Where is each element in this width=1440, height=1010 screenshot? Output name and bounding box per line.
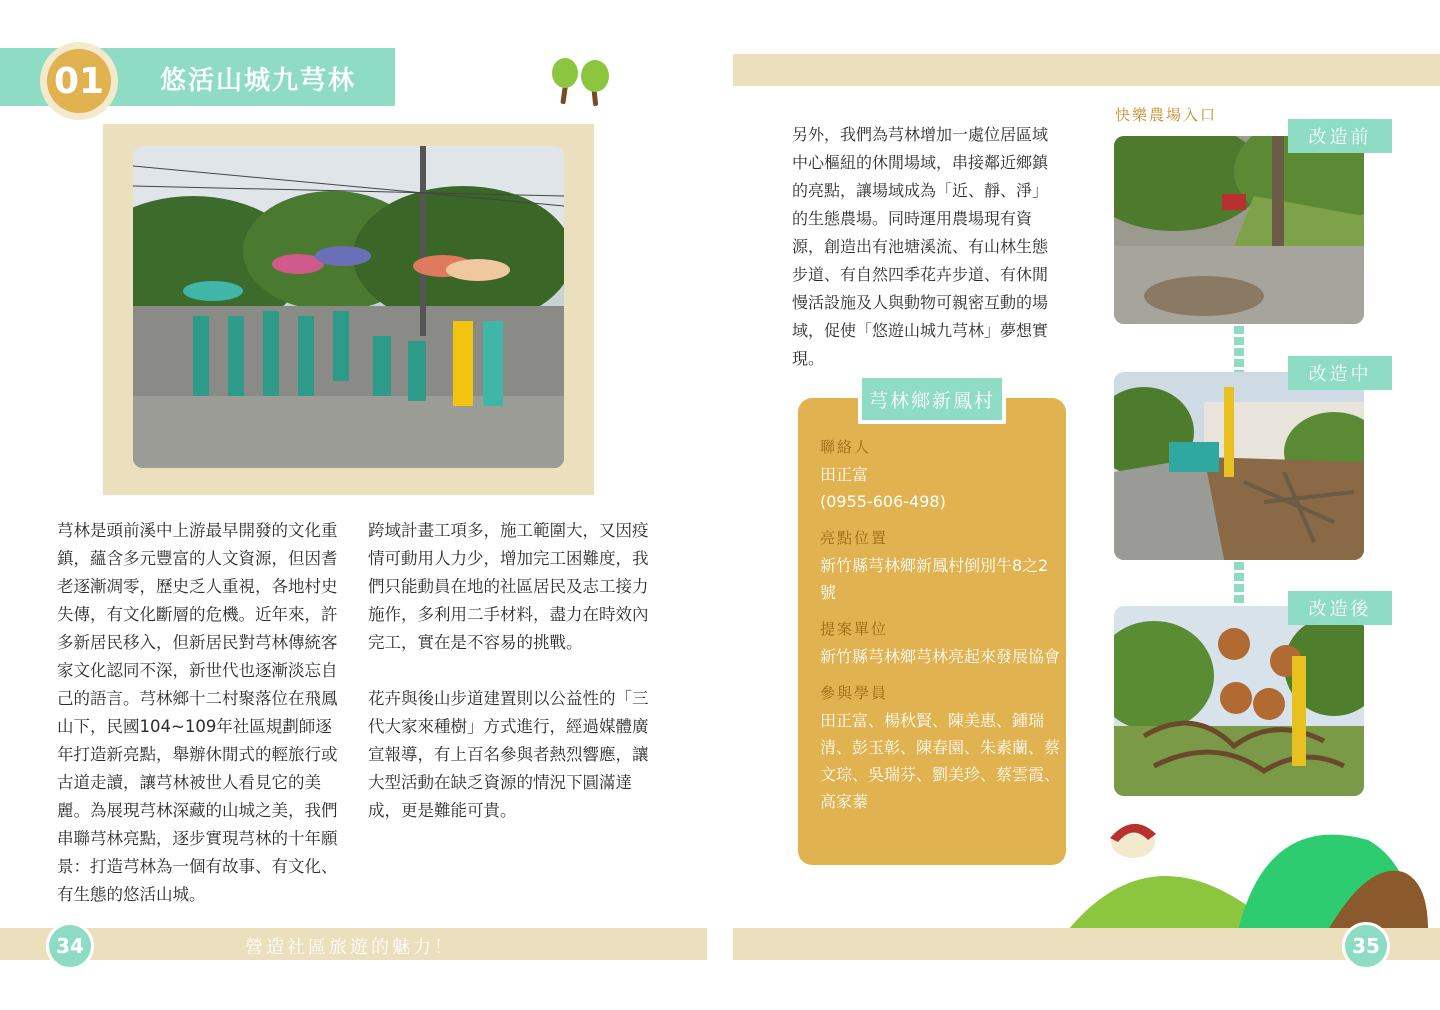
right-page-text: 另外，我們為芎林增加一處位居區域中心樞紐的休閒場域，串接鄰近鄉鎮的亮點，讓場域成為「近、靜、淨」的生態農場。同時運用農場現有資源，創造出有池塘溪流、有山林生態步道、有自然四季花卉步道、有休閒慢活設施及人與動物可親密互動的場域，促使「悠遊山城九芎林」夢想實現。	[792, 125, 1049, 368]
proposer-value: 新竹縣芎林鄉芎林亮起來發展協會	[820, 647, 1061, 666]
photo-before	[1114, 136, 1364, 324]
connector	[1234, 562, 1244, 606]
location-value: 新竹縣芎林鄉新鳳村倒別牛8之2號	[820, 556, 1049, 602]
photos-title: 快樂農場入口	[1115, 106, 1218, 124]
section-number: 01	[47, 49, 111, 113]
group-photo	[133, 146, 564, 468]
stage-tag-during: 改造中	[1288, 356, 1392, 390]
page-number-right: 35	[1342, 922, 1390, 970]
contact-label: 聯絡人	[820, 438, 872, 456]
photo-during	[1114, 372, 1364, 560]
contact-phone: (0955-606-498)	[820, 492, 946, 511]
location-label: 亮點位置	[820, 529, 889, 547]
photo-after	[1114, 606, 1364, 796]
footer-bar-right	[733, 928, 1440, 960]
contact-name: 田正富	[820, 465, 869, 484]
connector	[1234, 326, 1244, 372]
page-number-left: 34	[46, 922, 94, 970]
info-content	[820, 436, 1060, 815]
top-bar-right	[733, 54, 1440, 86]
members-label: 參與學員	[820, 684, 889, 702]
tree-icon	[548, 56, 614, 108]
hills-illustration	[1068, 812, 1440, 930]
section-number-badge	[40, 42, 118, 120]
proposer-label: 提案單位	[820, 620, 889, 638]
paragraph: 花卉與後山步道建置則以公益性的「三代大家來種樹」方式進行，經過媒體廣宣報導，有上百名參與者熱烈響應，讓大型活動在缺乏資源的情況下圓滿達成，更是難能可貴。	[368, 689, 649, 820]
stage-tag-after: 改造後	[1288, 591, 1392, 625]
footer-title: 營造社區旅遊的魅力！	[245, 937, 455, 958]
section-title: 悠活山城九芎林	[160, 66, 357, 96]
paragraph: 跨域計畫工項多，施工範圍大，又因疫情可動用人力少，增加完工困難度，我們只能動員在地的社區居民及志工接力施作，多利用二手材料，盡力在時效內完工，實在是不容易的挑戰。	[368, 521, 649, 652]
info-tab: 芎林鄉新鳳村	[858, 374, 1006, 424]
left-column-text: 芎林是頭前溪中上游最早開發的文化重鎮，蘊含多元豐富的人文資源，但因耆老逐漸凋零，歷史乏人重視，各地村史失傳，有文化斷層的危機。近年來，許多新居民移入，但新居民對芎林傳統客家文化認同不深，新世代也逐漸淡忘自己的語言。芎林鄉十二村聚落位在飛鳳山下，民國104~109年社區規劃師逐年打造新亮點，舉辦休閒式的輕旅行或古道走讀，讓芎林被世人看見它的美麗。為展現芎林深藏的山城之美，我們串聯芎林亮點，逐步實現芎林的十年願景：打造芎林為一個有故事、有文化、有生態的悠活山城。	[57, 521, 338, 904]
right-column-text	[368, 517, 658, 853]
members-value: 田正富、楊秋賢、陳美惠、鍾瑞清、彭玉彰、陳春園、朱素蘭、蔡文琮、吳瑞芬、劉美珍、蔡雲霞、高家蓁	[820, 711, 1061, 811]
stage-tag-before: 改造前	[1288, 119, 1392, 153]
